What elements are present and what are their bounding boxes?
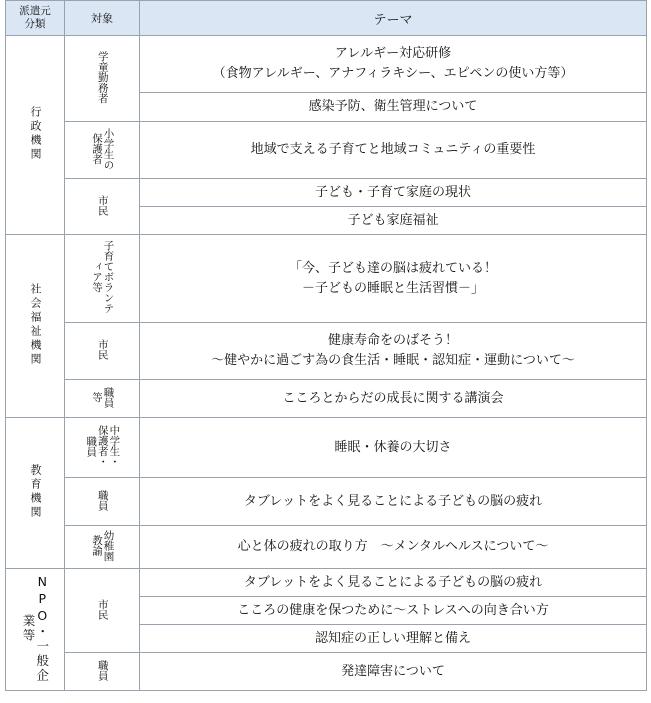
theme-line: 健康寿命をのばそう！: [327, 333, 458, 348]
table-row: [6, 36, 647, 93]
theme-cell: 発達障害について: [140, 653, 647, 691]
header-category: [6, 1, 65, 36]
target-label: 中学生・保護者・職員: [85, 425, 121, 467]
target-label: 学童勤務者: [96, 50, 109, 104]
table-row: [6, 478, 647, 526]
target-cell: [65, 36, 140, 122]
category-cell: [6, 235, 65, 418]
theme-cell: 地域で支える子育てと地域コミュニティの重要性: [140, 122, 647, 179]
table-row: [6, 235, 647, 323]
header-row: [6, 1, 647, 36]
theme-cell: 心と体の疲れの取り方 ～メンタルヘルスについて～: [140, 526, 647, 569]
theme-line: （食物アレルギー、アナフィラキシー、エピペンの使い方等）: [212, 66, 574, 81]
theme-cell: [140, 323, 647, 380]
target-cell: [65, 653, 140, 691]
target-label: 幼稚園教諭: [91, 529, 115, 562]
target-cell: [65, 569, 140, 653]
target-cell: [65, 235, 140, 323]
theme-cell: こころとからだの成長に関する講演会: [140, 380, 647, 418]
target-cell: [65, 380, 140, 418]
target-label: 職員等: [91, 386, 115, 408]
table-row: [6, 418, 647, 478]
theme-cell: 子ども・子育て家庭の現状: [140, 179, 647, 207]
category-cell: [6, 418, 65, 569]
theme-cell: [140, 36, 647, 93]
category-label: NPO・一般企業等: [21, 573, 50, 683]
table-row: [6, 323, 647, 380]
theme-line: 「今、子ども達の脳は疲れている！: [288, 260, 497, 276]
category-label: 行政機関: [29, 105, 43, 162]
category-cell: [6, 36, 65, 235]
table-row: [6, 179, 647, 207]
theme-cell: 感染予防、衛生管理について: [140, 93, 647, 122]
target-cell: [65, 478, 140, 526]
target-label: 市民: [96, 194, 109, 216]
theme-cell: タブレットをよく見ることによる子どもの脳の疲れ: [140, 478, 647, 526]
table-row: [6, 122, 647, 179]
target-label: 職員: [96, 659, 109, 681]
theme-cell: [140, 235, 647, 323]
category-label: 教育機関: [29, 463, 43, 520]
target-cell: [65, 418, 140, 478]
header-category-label: 派遣元分類: [19, 5, 51, 30]
table-row: [6, 526, 647, 569]
target-label: 市民: [96, 598, 109, 620]
target-label: 職員: [96, 489, 109, 511]
theme-cell: タブレットをよく見ることによる子どもの脳の疲れ: [140, 569, 647, 597]
target-label: 市民: [96, 339, 109, 360]
target-cell: [65, 122, 140, 179]
table-row: [6, 569, 647, 597]
target-label: 小学生の保護者: [91, 127, 115, 170]
theme-cell: 睡眠・休養の大切さ: [140, 418, 647, 478]
dispatch-theme-table: [5, 0, 647, 691]
target-cell: [65, 526, 140, 569]
header-target: 対象: [65, 1, 140, 36]
header-theme: テーマ: [140, 1, 647, 36]
theme-line: アレルギー対応研修: [334, 46, 452, 61]
target-cell: [65, 179, 140, 235]
theme-line: －子どもの睡眠と生活習慣－」: [301, 280, 484, 296]
category-cell: [6, 569, 65, 691]
theme-cell: 認知症の正しい理解と備え: [140, 625, 647, 653]
table-row: [6, 653, 647, 691]
target-cell: [65, 323, 140, 380]
theme-line: ～健やかに過ごす為の食生活・睡眠・認知症・運動について～: [211, 353, 575, 368]
table-row: [6, 380, 647, 418]
target-label: 子育てボランティア等: [91, 240, 115, 314]
category-label: 社会福祉機関: [29, 282, 43, 367]
theme-cell: こころの健康を保つために～ストレスへの向き合い方: [140, 597, 647, 625]
theme-cell: 子ども家庭福祉: [140, 207, 647, 235]
